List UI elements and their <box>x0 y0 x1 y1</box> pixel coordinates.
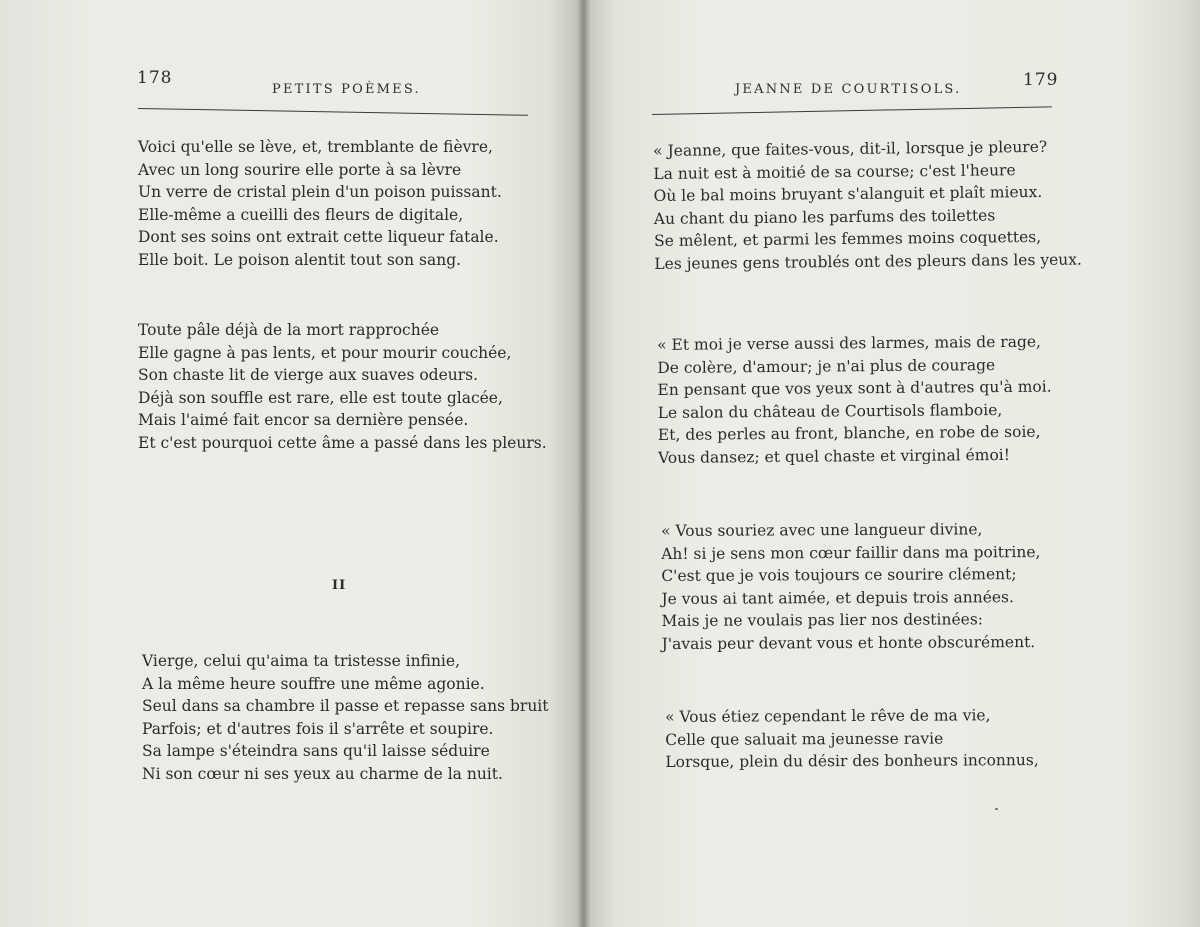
verse-line: Parfois; et d'autres fois il s'arrête et soupire. <box>142 719 494 738</box>
running-head-right: JEANNE DE COURTISOLS. <box>735 82 962 97</box>
header-rule-left <box>138 108 528 116</box>
verse-line: Elle gagne à pas lents, et pour mourir couchée, <box>138 343 512 362</box>
verse-line: Où le bal moins bruyant s'alanguit et plaît mieux. <box>653 182 1043 205</box>
verse-line: « Et moi je verse aussi des larmes, mais de rage, <box>657 332 1042 354</box>
verse-line: De colère, d'amour; je n'ai plus de courage <box>657 355 996 377</box>
stanza-right-1 <box>653 136 1082 275</box>
page-number-right: 179 <box>1023 70 1059 90</box>
verse-line: Mais je ne voulais pas lier nos destinées: <box>661 610 984 630</box>
verse-line: Elle boit. Le poison alentit tout son sang. <box>138 250 462 269</box>
stanza-left-3 <box>142 650 549 785</box>
verse-line: La nuit est à moitié de sa course; c'est l'heure <box>653 160 1016 183</box>
verse-line: Toute pâle déjà de la mort rapprochée <box>138 321 440 339</box>
verse-line: Voici qu'elle se lève, et, tremblante de fièvre, <box>138 138 493 156</box>
verse-line: Lorsque, plein du désir des bonheurs inconnus, <box>665 751 1039 771</box>
verse-line: En pensant que vos yeux sont à d'autres qu'à moi. <box>657 377 1052 399</box>
right-page <box>585 0 1200 927</box>
verse-line: Seul dans sa chambre il passe et repasse sans bruit <box>142 697 549 715</box>
paper-speck <box>995 808 998 810</box>
verse-line: « Vous étiez cependant le rêve de ma vie, <box>665 706 991 726</box>
verse-line: Au chant du piano les parfums des toilettes <box>653 205 996 228</box>
stanza-left-2 <box>138 319 547 454</box>
verse-line: Et c'est pourquoi cette âme a passé dans les pleurs. <box>138 433 547 452</box>
verse-line: Son chaste lit de vierge aux suaves odeurs. <box>138 366 479 384</box>
verse-line: Les jeunes gens troublés ont des pleurs dans les yeux. <box>654 250 1082 273</box>
verse-line: Déjà son souffle est rare, elle est toute glacée, <box>138 388 503 407</box>
verse-line: Avec un long sourire elle porte à sa lèvre <box>138 160 462 179</box>
verse-line: Sa lampe s'éteindra sans qu'il laisse séduire <box>142 742 490 760</box>
verse-line: Le salon du château de Courtisols flamboie, <box>657 400 1003 422</box>
verse-line: Celle que saluait ma jeunesse ravie <box>665 729 944 749</box>
verse-line: « Vous souriez avec une langueur divine, <box>661 520 983 540</box>
stanza-right-4 <box>665 704 1039 773</box>
verse-line: « Jeanne, que faites-vous, dit-il, lorsque je pleure? <box>653 137 1048 160</box>
stanza-right-2 <box>657 331 1052 469</box>
verse-line: A la même heure souffre une même agonie. <box>142 674 485 693</box>
verse-line: Vous dansez; et quel chaste et virginal émoi! <box>657 445 1011 467</box>
verse-line: Mais l'aimé fait encor sa dernière pensée. <box>138 411 469 429</box>
verse-line: Un verre de cristal plein d'un poison puissant. <box>138 183 502 201</box>
stanza-left-1 <box>138 136 502 271</box>
verse-line: C'est que je vois toujours ce sourire clément; <box>661 565 1017 585</box>
header-rule-right <box>652 106 1052 115</box>
verse-line: Dont ses soins ont extrait cette liqueur fatale. <box>138 228 499 246</box>
book-gutter <box>577 0 591 927</box>
running-head-left: PETITS POÈMES. <box>272 82 421 97</box>
verse-line: Je vous ai tant aimée, et depuis trois années. <box>661 587 1014 608</box>
verse-line: Ni son cœur ni ses yeux au charme de la nuit. <box>142 764 503 783</box>
verse-line: Et, des perles au front, blanche, en robe de soie, <box>657 422 1041 444</box>
section-numeral: II <box>332 578 347 593</box>
left-page <box>0 0 585 927</box>
verse-line: J'avais peur devant vous et honte obscurément. <box>661 632 1036 653</box>
verse-line: Elle-même a cueilli des fleurs de digitale, <box>138 205 464 224</box>
verse-line: Se mêlent, et parmi les femmes moins coquettes, <box>653 227 1042 250</box>
verse-line: Ah! si je sens mon cœur faillir dans ma poitrine, <box>661 542 1041 563</box>
stanza-right-3 <box>661 518 1041 655</box>
page-number-left: 178 <box>137 68 173 88</box>
verse-line: Vierge, celui qu'aima ta tristesse infinie, <box>142 652 460 670</box>
